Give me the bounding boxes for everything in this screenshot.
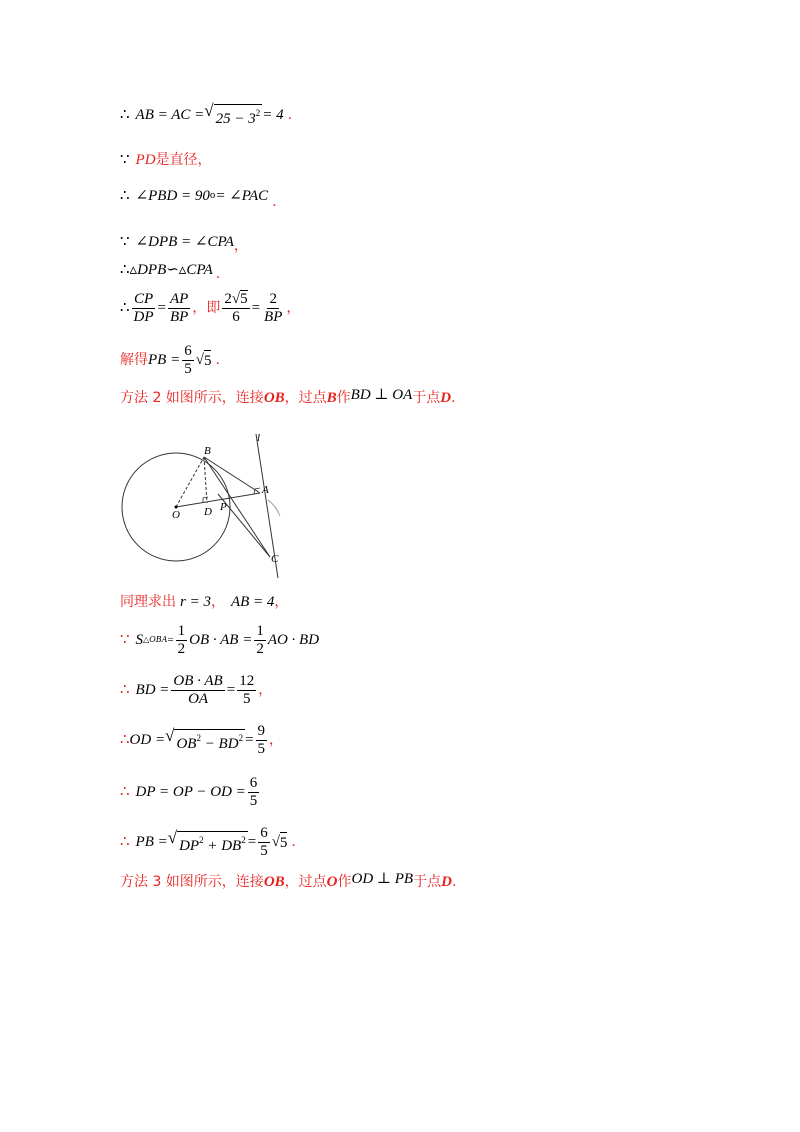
fraction: $\frac{1}{2}$ <box>256 622 264 657</box>
step-pd-diameter: ∵ PD 是直径， <box>120 152 212 168</box>
method-3-heading: 方法 3 如图所示，连接 OB ，过点 O 作 OD ⊥ PB 于点 D . <box>120 871 457 890</box>
fraction: $\frac{2}{BP}$ <box>264 290 283 325</box>
step-od: ∴ OD = √ $OB^2 - BD^2$ = $\frac{9}{5}$ ， <box>120 722 284 757</box>
step-angle-pbd: ∴ ∠PBD = 90 o = ∠PAC . <box>120 188 277 210</box>
fraction: $\frac{OB \cdot AB}{OA}$ <box>173 672 223 707</box>
segment-oa <box>176 493 260 507</box>
segment-bc <box>204 457 270 557</box>
sqrt-expression: √ $DP^2 + DB^2$ <box>167 828 246 854</box>
fraction: $\frac{9}{5}$ <box>257 722 266 757</box>
sqrt-expression: √ $25 - 3^2$ <box>204 101 261 127</box>
step-ab-equals-ac: ∴ AB = AC = √ $25 - 3^2$ = 4 . <box>120 101 293 127</box>
step-similar-triangles: ∴ ▵DPB∽▵CPA . <box>120 262 221 282</box>
fraction: $\frac{6}{5}$ <box>184 342 192 377</box>
arc-fragment <box>268 500 280 516</box>
label-o: O <box>172 509 180 521</box>
step-ratio: ∴ $\frac{CP}{DP}$ = $\frac{AP}{BP}$ ，即 $\frac{2√5}{6}$ = $\frac{2}{BP}$ ， <box>120 290 301 325</box>
geometry-figure <box>118 430 298 580</box>
segment-ob-dashed <box>176 457 204 507</box>
label-p: P <box>220 501 227 513</box>
step-solve-pb: 解得 PB = $\frac{6}{5}$ √ 5 . <box>120 342 220 377</box>
segment-bd-dashed <box>204 457 207 503</box>
fraction: $\frac{CP}{DP}$ <box>133 290 154 325</box>
fraction: $\frac{6}{5}$ <box>249 774 258 809</box>
step-area-equation: ∵ S △OBA = $\frac{1}{2}$ OB · AB = $\frac{1}{2}$ AO · BD <box>120 622 320 657</box>
fraction: $\frac{12}{5}$ <box>239 672 255 707</box>
step-pb: ∴ PB = √ $DP^2 + DB^2$ = $\frac{6}{5}$ √ 5 . <box>120 824 296 859</box>
fraction: $\frac{6}{5}$ <box>260 824 268 859</box>
label-a: A <box>262 484 269 496</box>
label-b: B <box>204 445 211 457</box>
step-r-and-ab: 同理求出 r = 3 ， AB = 4 ， <box>120 594 289 610</box>
sqrt-expression: √ $OB^2 - BD^2$ <box>165 726 244 752</box>
step-bd: ∴ BD = $\frac{OB \cdot AB}{OA}$ = $\frac{12}{5}$ ， <box>120 672 273 707</box>
step-angle-dpb: ∵ ∠DPB = ∠CPA ， <box>120 234 248 254</box>
fraction: $\frac{1}{2}$ <box>177 622 186 657</box>
label-d: D <box>204 506 212 518</box>
method-2-heading: 方法 2 如图所示，连接 OB ，过点 B 作 BD ⊥ OA 于点 D . <box>120 387 456 406</box>
label-c: C <box>271 553 279 565</box>
segment-ba <box>204 457 260 493</box>
label-l: l <box>257 432 261 444</box>
fraction: $\frac{2√5}{6}$ <box>224 290 248 325</box>
step-dp: ∴ DP = OP − OD = $\frac{6}{5}$ <box>120 774 258 809</box>
fraction: $\frac{AP}{BP}$ <box>170 290 189 325</box>
